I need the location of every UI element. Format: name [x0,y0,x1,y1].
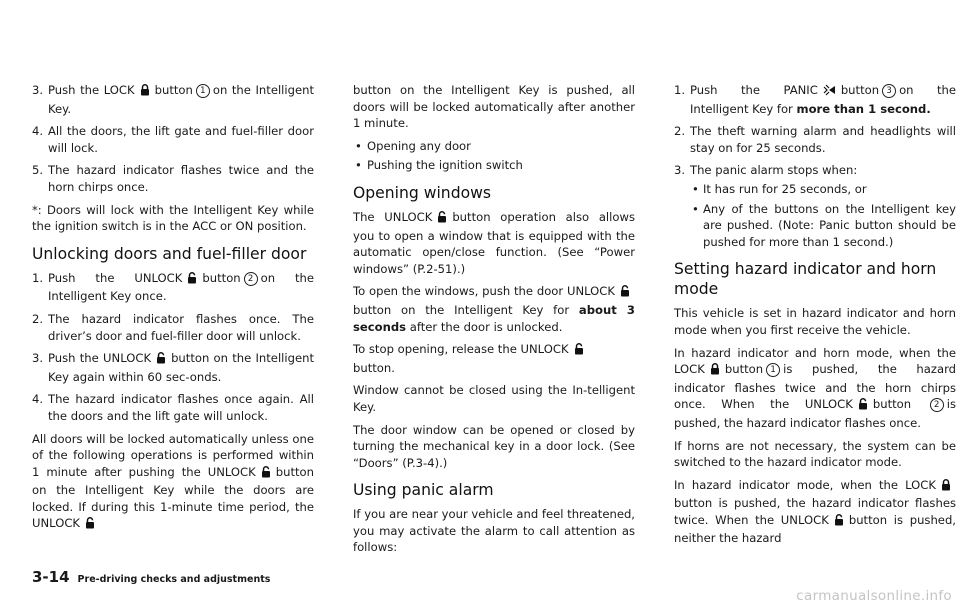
auto-relock-continued: button on the Intelligent Key is pushed, all doors will be locked automatically after another 1 minute. [353,83,635,131]
lock-step-5: 5. The hazard indicator flashes twice and the horn chirps once. [32,163,314,194]
unlock-step-2: 2. The hazard indicator flashes once. The driver’s door and fuel-filler door will unlock. [32,311,314,343]
unlock-icon [261,466,271,483]
unlock-icon [156,352,166,369]
panic-intro: If you are near your vehicle and feel threatened, you may activate the alarm to call attention as follows: [353,507,635,555]
section-heading-opening-windows: Opening windows [353,183,492,202]
watermark: carmanualsonline.info [796,588,952,604]
windows-paragraph-2: To open the windows, push the door UNLOCKbutton on the Intelligent Key for about 3 seconds after the door is unlocked. [353,284,635,334]
column-middle [353,82,635,562]
bullet-item: • Pushing the ignition switch [353,157,635,174]
section-heading-unlocking: Unlocking doors and fuel-filler door [32,244,307,263]
unlock-icon [437,211,447,228]
unlock-icon [85,517,95,534]
section-heading-hazard-horn: Setting hazard indicator and horn mode [674,260,937,299]
callout-marker: 3 [882,84,896,98]
section-title: Pre-driving checks and adjustments [77,574,271,585]
column-right [674,82,956,553]
lock-icon [941,479,951,496]
hazard-paragraph-2: In hazard indicator and horn mode, when the LOCK button 1 is pushed, the hazard indicator flashes twice and the horn chirps once. When the UNLOCK button 2 is pushed, the hazard indicator flashes once. [674,345,956,430]
unlock-icon [574,343,584,360]
panic-step-1: 1. Push the PANIC button 3 on the Intelligent Key for more than 1 second. [674,83,956,116]
hazard-paragraph-3: If horns are not necessary, the system can be switched to the hazard indicator mode. [674,438,956,470]
bullet-item: • Opening any door [353,138,635,155]
lock-note: *: Doors will lock with the Intelligent Key while the ignition switch is in the ACC or ON position. [32,202,314,234]
unlock-icon [834,514,844,531]
page-footer [32,569,270,589]
panic-step-2: 2. The theft warning alarm and headlights will stay on for 25 seconds. [674,124,956,155]
unlock-step-1: 1. Push the UNLOCK button 2 on the Intelligent Key once. [32,270,315,304]
panic-step-3: 3. The panic alarm stops when: [674,163,858,178]
bullet-item: • Any of the buttons on the Intelligent key are pushed. (Note: Panic button should be pushed for more than 1 second.) [690,201,956,251]
unlock-icon [620,285,630,302]
callout-marker: 1 [766,363,780,377]
unlock-step-3: 3. Push the UNLOCK button on the Intelligent Key again within 60 sec-onds. [32,351,314,384]
unlock-icon [187,272,197,289]
section-heading-panic-alarm: Using panic alarm [353,481,494,500]
unlock-icon [858,398,868,415]
windows-paragraph-4: Window cannot be closed using the In-telligent Key. [353,383,635,414]
callout-marker: 2 [244,272,258,286]
windows-paragraph-5: The door window can be opened or closed by turning the mechanical key in a door lock. (See “Doors” (P.3-4).) [353,422,635,470]
windows-paragraph-1: The UNLOCK button operation also allows you to open a window that is equipped with the automatic open/close function. (See “Power windows” (P.2-51).) [353,209,635,276]
panic-stop-conditions [674,181,956,250]
page-number: 3-14 [32,568,70,586]
callout-marker: 1 [196,84,210,98]
hazard-paragraph-1: This vehicle is set in hazard indicator and horn mode when you first receive the vehicle. [674,306,956,337]
hazard-paragraph-4: In hazard indicator mode, when the LOCKbutton is pushed, the hazard indicator flashes twice. When the UNLOCK button is pushed, neither the hazard [674,477,956,546]
lock-step-3: 3. Push the LOCK button 1 on the Intelligent Key. [32,83,314,116]
callout-marker: 2 [930,398,944,412]
windows-paragraph-3: To stop opening, release the UNLOCK button. [353,341,635,376]
unlock-step-4: 4. The hazard indicator flashes once again. All the doors and the lift gate will unlock. [32,392,314,423]
panic-icon [823,84,836,101]
bullet-item: • It has run for 25 seconds, or [690,181,956,198]
lock-step-4: 4. All the doors, the lift gate and fuel-filler door will lock. [32,124,314,155]
column-left [32,82,314,540]
lock-icon [140,84,150,101]
lock-icon [710,363,720,380]
auto-relock-paragraph: All doors will be locked automatically unless one of the following operations is performed within 1 minute after pushing the UNLOCK button on the Intelligent Key while the doors are locked. If during this 1-minute time period, the UNLOCK [32,431,314,535]
